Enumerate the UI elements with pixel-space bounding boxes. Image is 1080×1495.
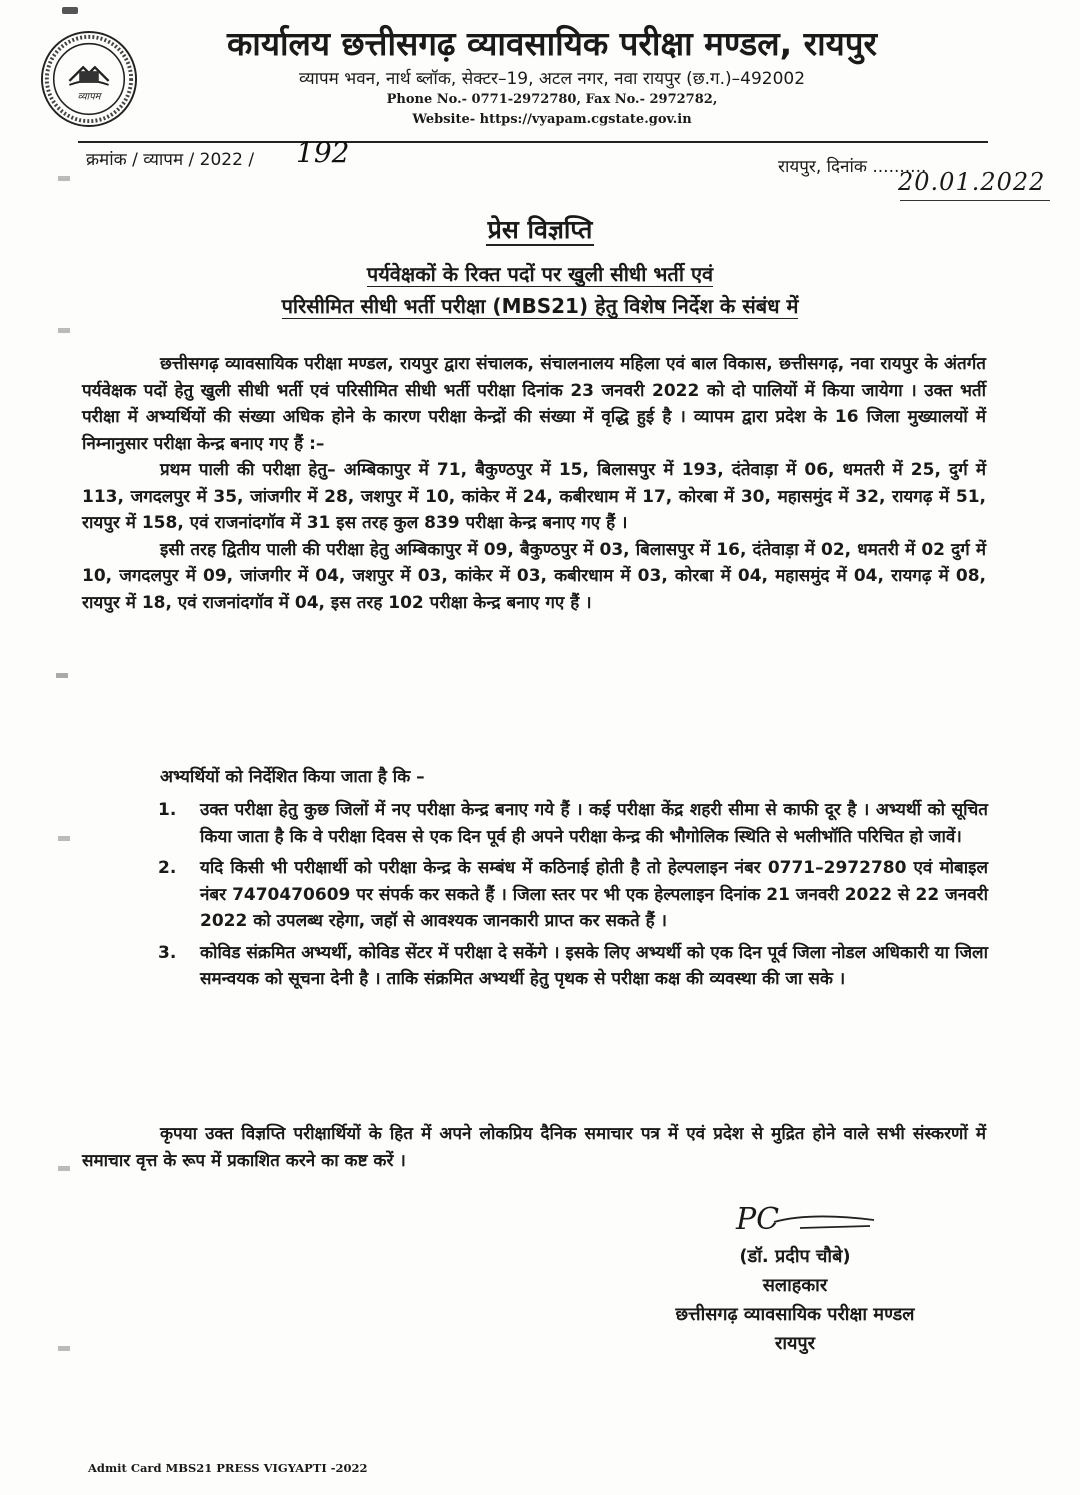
signatory-city: रायपुर (774, 1333, 816, 1354)
scan-mark (58, 328, 70, 333)
closing-block (82, 1121, 986, 1174)
instructions-intro: अभ्यर्थियों को निर्देशित किया जाता है कि – (160, 767, 425, 787)
list-item: 3. कोविड संक्रमित अभ्यर्थी, कोविड सेंटर में परीक्षा दे सकेंगे । इसके लिए अभ्यर्थी को एक दिन पूर्व जिला नोडल अधिकारी या जिला समन्वयक को सूचना देनी है । ताकि संक्रमित अभ्यर्थी हेतु पृथक से परीक्षा कक्ष की व्यवस्था की जा सके । (158, 942, 988, 989)
phone-fax: Phone No.- 0771-2972780, Fax No.- 2972782, (386, 92, 718, 107)
body-paragraphs (82, 351, 986, 616)
list-item: 2. यदि किसी भी परीक्षार्थी को परीक्षा केन्द्र के सम्बंध में कठिनाई होती है तो हेल्पलाइन नंबर 0771–2972780 एवं मोबाइल नंबर 7470470609 पर संपर्क कर सकते हैं । जिला स्तर पर भी एक हेल्पलाइन दिनांक 21 जनवरी 2022 से 22 जनवरी 2022 को उपलब्ध रहेगा, जहॉ से आवश्यक जानकारी प्राप्त कर सकते हैं । (158, 858, 988, 931)
org-name: कार्यालय छत्तीसगढ़ व्यावसायिक परीक्षा मण्डल, रायपुर (226, 24, 878, 63)
signatory-org: छत्तीसगढ़ व्यावसायिक परीक्षा मण्डल (675, 1304, 915, 1325)
scan-mark (62, 7, 78, 14)
paragraph-first-shift: प्रथम पाली की परीक्षा हेतु– अम्बिकापुर में 71, बैकुण्ठपुर में 15, बिलासपुर में 193, दंतेवाड़ा में 06, धमतरी में 25, दुर्ग में 113, जगदलपुर में 35, जांजगीर में 28, जशपुर में 10, कांकेर में 24, कबीरधाम में 17, कोरबा में 30, महासमुंद में 32, रायगढ़ में 51, रायपुर में 158, एवं राजनांदगॉव में 31 इस तरह कुल 839 परीक्षा केन्द्र बनाए गए हैं । (82, 460, 986, 533)
date-label: रायपुर, दिनांक .......... (778, 157, 927, 177)
scan-mark (58, 1346, 70, 1351)
subject-line-1: पर्यवेक्षकों के रिक्त पदों पर खुली सीधी भर्ती एवं (366, 262, 714, 286)
letterhead-rule (78, 141, 988, 143)
signatory-name: (डॉ. प्रदीप चौबे) (739, 1246, 851, 1267)
paragraph-intro: छत्तीसगढ़ व्यावसायिक परीक्षा मण्डल, रायपुर द्वारा संचालक, संचालनालय महिला एवं बाल विकास, छत्तीसगढ़, नवा रायपुर के अंतर्गत पर्यवेक्षक पदों हेतु खुली सीधी भर्ती एवं परिसीमित सीधी भर्ती परीक्षा दिनांक 23 जनवरी 2022 को दो पालियों में किया जायेगा । उक्त भर्ती परीक्षा में अभ्यर्थियों की संख्या अधिक होने के कारण परीक्षा केन्द्रों की संख्या में वृद्धि हुई है । व्यापम द्वारा प्रदेश के 16 जिला मुख्यालयों में निम्नानुसार परीक्षा केन्द्र बनाए गए हैं :– (82, 354, 986, 454)
list-item: 1. उक्त परीक्षा हेतु कुछ जिलों में नए परीक्षा केन्द्र बनाए गये हैं । कई परीक्षा केंद्र शहरी सीमा से काफी दूर है । अभ्यर्थी को सूचित किया जाता है कि वे परीक्षा दिवस से एक दिन पूर्व ही अपने परीक्षा केन्द्र की भौगोलिक स्थिति से भलीभॉति परिचित हो जावें। (158, 800, 988, 847)
vyapam-logo-seal (40, 30, 138, 128)
instructions-intro-block (82, 764, 986, 791)
scan-mark (56, 673, 68, 678)
logo-text: व्यापम (77, 91, 101, 103)
date-underline (900, 200, 1050, 201)
scan-mark (58, 1166, 70, 1171)
reference-number: 192 (296, 136, 350, 169)
scan-mark (58, 176, 70, 181)
org-contact (172, 90, 932, 130)
website: Website- https://vyapam.cgstate.gov.in (412, 112, 692, 127)
signatory-designation: सलाहकार (762, 1275, 828, 1296)
instructions-list (158, 797, 988, 998)
signature-block (560, 1242, 1030, 1358)
footer-note: Admit Card MBS21 PRESS VIGYAPTI -2022 (88, 1461, 368, 1475)
subject-line-2: परिसीमित सीधी भर्ती परीक्षा (MBS21) हेतु विशेष निर्देश के संबंध में (281, 294, 799, 318)
paragraph-second-shift: इसी तरह द्वितीय पाली की परीक्षा हेतु अम्बिकापुर में 09, बैकुण्ठपुर में 03, बिलासपुर में 16, दंतेवाड़ा में 02, धमतरी में 02 दुर्ग में 10, जगदलपुर में 09, जांजगीर में 04, जशपुर में 03, कांकेर में 03, कबीरधाम में 03, कोरबा में 04, महासमुंद में 04, रायगढ़ में 08, रायपुर में 18, एवं राजनांदगॉव में 04, इस तरह 102 परीक्षा केन्द्र बनाए गए हैं । (82, 539, 986, 613)
signature-scribble: PC (736, 1202, 780, 1237)
closing-paragraph: कृपया उक्त विज्ञप्ति परीक्षार्थियों के हित में अपने लोकप्रिय दैनिक समाचार पत्र में एवं प्रदेश से मुद्रित होने वाले सभी संस्करणों में समाचार वृत्त के रूप में प्रकाशित करने का कष्ट करें । (82, 1124, 986, 1171)
handwritten-date: 20.01.2022 (898, 168, 1046, 196)
scan-mark (58, 836, 70, 841)
page-title: प्रेस विज्ञप्ति (487, 215, 593, 244)
reference-label: क्रमांक / व्यापम / 2022 / (86, 150, 255, 170)
subject (90, 258, 990, 322)
org-address: व्यापम भवन, नार्थ ब्लॉक, सेक्टर–19, अटल नगर, नवा रायपुर (छ.ग.)–492002 (298, 69, 806, 89)
signature-stroke (770, 1210, 880, 1232)
